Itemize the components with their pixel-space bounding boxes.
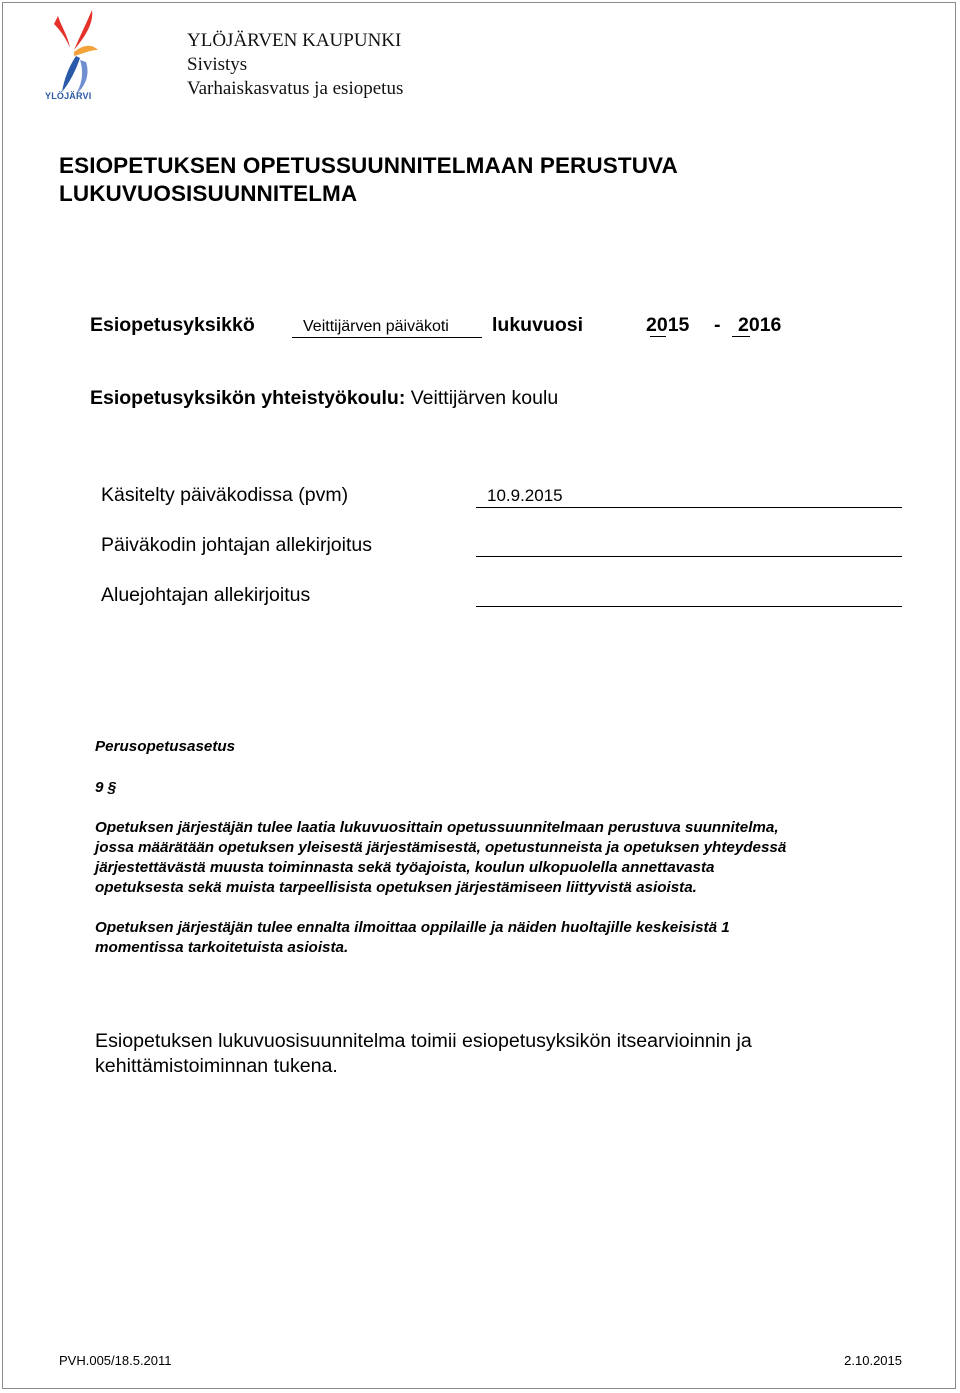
unit-label: Esiopetusyksikkö — [90, 314, 255, 336]
year-end: 2016 — [738, 314, 782, 336]
unit-value: Veittijärven päiväkoti — [303, 318, 449, 335]
org-unit: Varhaiskasvatus ja esiopetus — [187, 78, 404, 99]
partner-school-value: Veittijärven koulu — [410, 387, 559, 409]
decree-p1-line: jossa määrätään opetuksen yleisestä järjestämisestä, opetustunneista ja opetuksen yhteydessä — [95, 839, 787, 856]
handled-date-value: 10.9.2015 — [487, 486, 563, 505]
partner-school-row — [90, 387, 558, 410]
footer-date: 2.10.2015 — [844, 1353, 902, 1368]
title-line-2: LUKUVUOSISUUNNITELMA — [59, 181, 358, 206]
year-start-field[interactable] — [646, 314, 689, 337]
summary-line: kehittämistoiminnan tukena. — [95, 1055, 338, 1077]
decree-section: 9 § — [95, 779, 117, 796]
org-division: Sivistys — [187, 54, 248, 75]
year-separator: - — [714, 314, 721, 336]
page-frame — [2, 2, 956, 1389]
logo-wordmark: YLÖJÄRVI — [45, 91, 92, 101]
decree-p1-line: järjestettävästä muusta toiminnasta sekä työajoista, koulun ulkopuolella annettavasta — [95, 859, 715, 876]
year-end-field[interactable] — [738, 314, 781, 337]
decree-paragraph-2 — [95, 918, 730, 958]
director-signature-label: Päiväkodin johtajan allekirjoitus — [101, 534, 372, 556]
footer-document-code: PVH.005/18.5.2011 — [59, 1353, 172, 1368]
area-director-signature-line[interactable] — [476, 606, 902, 607]
area-director-signature-label: Aluejohtajan allekirjoitus — [101, 584, 311, 606]
year-end-underline — [732, 336, 750, 337]
year-start: 2015 — [646, 314, 690, 336]
document-title — [59, 152, 678, 208]
partner-school-label: Esiopetusyksikön yhteistyökoulu: — [90, 387, 406, 409]
decree-p2-line: Opetuksen järjestäjän tulee ennalta ilmoittaa oppilaille ja näiden huoltajille keskeisistä 1 — [95, 919, 730, 936]
school-year-label: lukuvuosi — [492, 314, 584, 336]
decree-p2-line: momentissa tarkoitetuista asioista. — [95, 939, 349, 956]
decree-heading: Perusopetusasetus — [95, 738, 236, 755]
title-line-1: ESIOPETUKSEN OPETUSSUUNNITELMAAN PERUSTUVA — [59, 153, 678, 178]
decree-p1-line: opetuksesta sekä muista tarpeellisista opetuksen järjestämiseen liittyvistä asioista. — [95, 879, 697, 896]
unit-value-field[interactable] — [292, 318, 482, 338]
organization-block — [187, 29, 403, 101]
handled-date-label: Käsitelty päiväkodissa (pvm) — [101, 484, 349, 506]
decree-paragraph-1 — [95, 818, 786, 898]
director-signature-line[interactable] — [476, 556, 902, 557]
org-name: YLÖJÄRVEN KAUPUNKI — [187, 30, 402, 51]
summary-paragraph — [95, 1029, 855, 1079]
decree-p1-line: Opetuksen järjestäjän tulee laatia lukuvuosittain opetussuunnitelmaan perustuva suunnitelma, — [95, 819, 779, 836]
summary-line: Esiopetuksen lukuvuosisuunnitelma toimii esiopetusyksikön itsearvioinnin ja — [95, 1030, 752, 1052]
handled-date-line[interactable] — [476, 507, 902, 508]
year-start-underline — [650, 336, 666, 337]
